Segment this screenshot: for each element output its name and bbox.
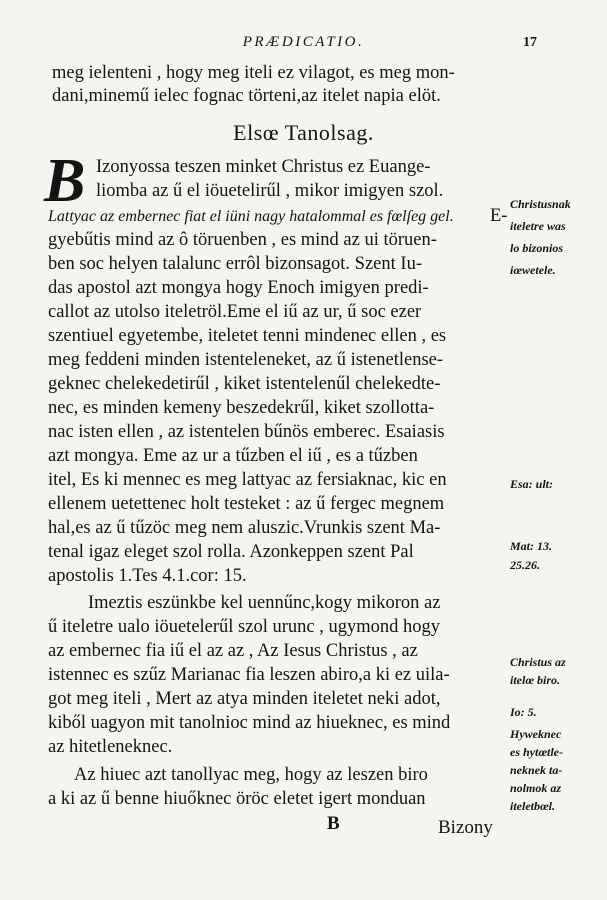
- text-line: das apostol azt mongya hogy Enoch imigyen predi-: [48, 278, 429, 298]
- margin-note-line: neknek ta-: [510, 763, 563, 777]
- text-line: liomba az ű el iöuetelirűl , mikor imigyen szol.: [96, 181, 444, 201]
- margin-note-line: Esa: ult:: [510, 477, 554, 491]
- margin-note-line: Io: 5.: [510, 705, 537, 719]
- text-line: ben soc helyen talalunc errôl bizonsagot. Szent Iu-: [48, 254, 422, 274]
- text-line: nec, es minden kemeny beszedekrűl, kiket szollotta-: [48, 398, 435, 418]
- text-line: nac isten ellen , az istentelen bűnös emberec. Esaiasis: [48, 422, 445, 442]
- catchword: Bizony: [438, 817, 493, 838]
- text-line: a ki az ű benne hiuőknec öröc eletet igert monduan: [48, 789, 426, 809]
- margin-note-line: iœwetele.: [510, 263, 556, 277]
- margin-note-line: iteletbœl.: [510, 799, 555, 813]
- text-line: Izonyossa teszen minket Christus ez Euange-: [96, 157, 431, 177]
- text-line: tenal igaz eleget szol rolla. Azonkeppen szent Pal: [48, 542, 414, 562]
- text-line: azt mongya. Eme az ur a tűzben el iű , es a tűzben: [48, 446, 418, 466]
- text-line: apostolis 1.Tes 4.1.cor: 15.: [48, 566, 247, 586]
- margin-note-line: Hyweknec: [510, 727, 562, 741]
- text-line: itel, Es ki mennec es meg lattyac az fersiaknac, kic en: [48, 470, 447, 490]
- margin-note-line: Christus az: [510, 655, 566, 669]
- text-line: got meg iteli , Mert az atya minden iteletet neki adot,: [48, 689, 441, 709]
- margin-note-line: Mat: 13.: [510, 539, 552, 553]
- signature-mark: B: [327, 813, 340, 834]
- section-heading: Elsœ Tanolsag.: [233, 120, 374, 145]
- italic-quote-line: Lattyac az embernec fiat el iüni nagy hatalommal es fœlſeg gel.: [48, 208, 454, 225]
- text-line: szentiuel egyetembe, iteletet tenni mindenec ellen , es: [48, 326, 447, 346]
- text-line: ű iteletre ualo iöuetelerűl szol urunc , ugymond hogy: [48, 617, 440, 637]
- text-line: az embernec fia iű el az az , Az Iesus Christus , az: [48, 641, 418, 661]
- text-line: ellenem uetettenec holt testeket : az ű fergec megnem: [48, 494, 445, 514]
- drop-cap-initial: B: [44, 147, 86, 215]
- text-line: callot az utolso iteletröl.Eme el iű az ur, ű soc ezer: [48, 302, 422, 322]
- margin-note-line: 25.26.: [510, 558, 540, 572]
- margin-note-line: lo bizonios: [510, 241, 564, 255]
- text-line: geknec chelekedetirűl , kiket istentelenűl chelekedte-: [48, 374, 441, 394]
- margin-note-line: itelœ biro.: [510, 673, 560, 687]
- text-line: Imeztis eszünkbe kel uennűnc,kogy mikoron az: [88, 593, 441, 613]
- running-head-title: PRÆDICATIO.: [242, 34, 365, 50]
- margin-note-line: iteletre was: [510, 219, 566, 233]
- text-line: gyebűtis mind az ô töruenben , es mind az ui töruen-: [48, 230, 437, 250]
- text-line: E-: [490, 206, 508, 226]
- margin-note-line: es hytœtle-: [510, 745, 563, 759]
- text-line: meg ielenteni , hogy meg iteli ez vilagot, es meg mon-: [52, 63, 455, 83]
- text-line: istennec es szűz Marianac fia leszen abiro,a ki ez uila-: [48, 665, 450, 685]
- text-line: kiből uagyon mit tanolnioc mind az hiueknec, es mind: [48, 713, 451, 733]
- text-line: Az hiuec azt tanollyac meg, hogy az leszen biro: [74, 765, 428, 785]
- text-line: meg feddeni minden istenteleneket, az ű istenetlense-: [48, 350, 444, 370]
- margin-note-line: Christusnak: [510, 197, 571, 211]
- text-line: dani,minemű ielec fognac törteni,az itelet napia elöt.: [52, 86, 441, 106]
- text-line: az hitetleneknec.: [48, 737, 173, 757]
- text-line: hal,es az ű tűzöc meg nem aluszic.Vrunkis szent Ma-: [48, 518, 441, 538]
- page-number: 17: [523, 35, 537, 50]
- margin-note-line: nolmok az: [510, 781, 562, 795]
- running-header: [0, 34, 607, 56]
